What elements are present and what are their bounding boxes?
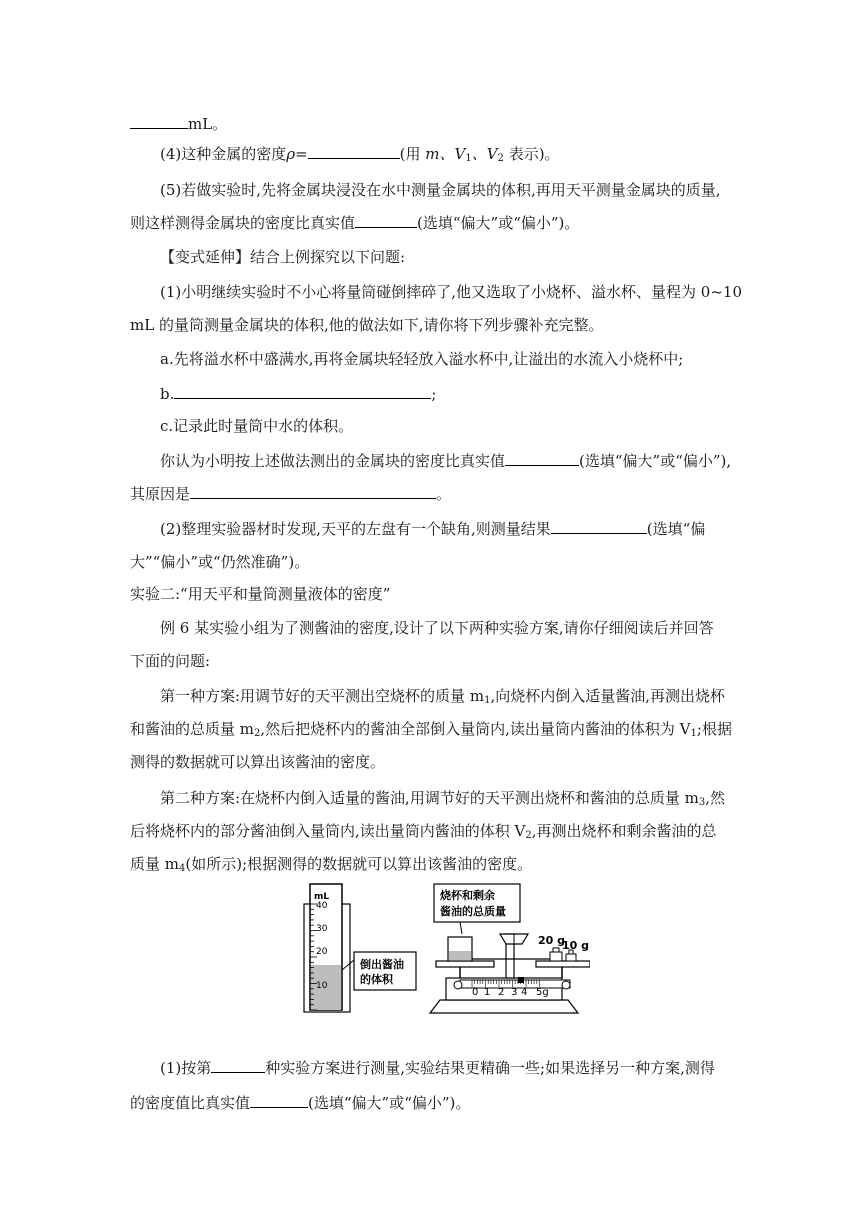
text-line: (2)整理实验器材时发现,天平的左盘有一个缺角,则测量结果 (选填“偏 <box>160 520 706 538</box>
left-pan <box>436 961 494 967</box>
answer-blank[interactable] <box>355 213 417 228</box>
text-line: 你认为小明按上述做法测出的金属块的密度比真实值 (选填“偏大”或“偏小”), <box>160 452 732 470</box>
weight-10g <box>566 954 576 961</box>
experiment-figure <box>300 882 590 1017</box>
cylinder-callout-line2: 的体积 <box>360 973 393 986</box>
answer-blank[interactable] <box>174 384 431 399</box>
answer-blank[interactable] <box>130 114 188 129</box>
text-line: 和酱油的总质量 $m_2$,然后把烧杯内的酱油全部倒入量筒内,读出量筒内酱油的体积为 $V_1$;根据 <box>130 720 732 739</box>
cylinder-callout-line1: 倒出酱油 <box>360 958 404 971</box>
cylinder-tick-40: 40 <box>316 901 328 911</box>
text-line: (5)若做实验时,先将金属块浸没在水中测量金属块的体积,再用天平测量金属块的质量, <box>160 181 721 199</box>
beam-tick-4: 4 <box>521 987 528 998</box>
text-line: 质量 $m_4$(如所示);根据测得的数据就可以算出该酱油的密度。 <box>130 855 533 874</box>
beam-tick-2: 2 <box>498 987 505 998</box>
text-line: 的密度值比真实值 (选填“偏大”或“偏小”)。 <box>130 1094 471 1112</box>
answer-blank[interactable] <box>308 144 400 159</box>
balance-callout-line1: 烧杯和剩余 <box>440 889 495 902</box>
text-line: 其原因是 。 <box>130 485 452 503</box>
text-line: mL 的量筒测量金属块的体积,他的做法如下,请你将下列步骤补充完整。 <box>130 316 604 334</box>
graduated-cylinder <box>304 884 416 1012</box>
text-line: a.先将溢水杯中盛满水,再将金属块轻轻放入溢水杯中,让溢出的水流入小烧杯中; <box>160 350 684 368</box>
answer-blank[interactable] <box>211 1058 265 1073</box>
right-pan <box>536 961 590 967</box>
text-line: 下面的问题: <box>130 652 211 670</box>
text-line: (4)这种金属的密度ρ= (用 m、$V_1$、$V_2$ 表示)。 <box>160 145 560 164</box>
cylinder-tick-30: 30 <box>316 924 328 934</box>
cylinder-tick-10: 10 <box>316 981 328 991</box>
text-line: 例 6 某实验小组为了测酱油的密度,设计了以下两种实验方案,请你仔细阅读后并回答 <box>160 619 714 637</box>
text-line: 测得的数据就可以算出该酱油的密度。 <box>130 753 386 771</box>
cylinder-unit: mL <box>314 892 330 902</box>
answer-blank[interactable] <box>505 451 579 466</box>
text-line: 后将烧杯内的部分酱油倒入量筒内,读出量筒内酱油的体积 $V_2$,再测出烧杯和剩余酱油的总 <box>130 822 717 841</box>
leveling-screw-left <box>454 981 462 989</box>
answer-blank[interactable] <box>250 1093 308 1108</box>
text-line: 大”“偏小”或“仍然准确”)。 <box>130 553 310 571</box>
beam-tick-0: 0 <box>472 987 479 998</box>
answer-blank[interactable] <box>190 484 436 499</box>
text-line: 第一种方案:用调节好的天平测出空烧杯的质量 $m_1$,向烧杯内倒入适量酱油,再测出烧杯 <box>160 687 725 706</box>
answer-blank[interactable] <box>551 519 647 534</box>
cylinder-tick-20: 20 <box>316 947 328 957</box>
balance-callout-line2: 酱油的总质量 <box>440 905 506 918</box>
leveling-screw-right <box>562 981 570 989</box>
balance-scale <box>430 884 590 1013</box>
text-line: mL。 <box>130 114 730 134</box>
section-heading: 实验二:“用天平和量筒测量液体的密度” <box>130 585 391 603</box>
text-line: 第二种方案:在烧杯内倒入适量的酱油,用调节好的天平测出烧杯和酱油的总质量 $m_3$,然 <box>160 789 725 808</box>
text-line: 【变式延伸】结合上例探究以下问题: <box>160 248 406 266</box>
text-line: (1)小明继续实验时不小心将量筒碰倒摔碎了,他又选取了小烧杯、溢水杯、量程为 0~10 <box>160 283 742 301</box>
weight-20g-label: 20 g <box>538 934 566 947</box>
beam-tick-1: 1 <box>484 987 491 998</box>
rider <box>518 977 524 983</box>
text-line: (1)按第 种实验方案进行测量,实验结果更精确一些;如果选择另一种方案,测得 <box>160 1059 715 1077</box>
weight-10g-label: 10 g <box>562 939 590 952</box>
text-line: b. ; <box>160 385 437 403</box>
beam-tick-3: 3 <box>511 987 518 998</box>
text-line: c.记录此时量筒中水的体积。 <box>160 417 354 435</box>
beam-tick-5g: 5g <box>536 987 549 998</box>
weight-20g <box>550 952 562 961</box>
text-line: 则这样测得金属块的密度比真实值 (选填“偏大”或“偏小”)。 <box>130 214 580 232</box>
beaker-liquid <box>449 951 471 960</box>
